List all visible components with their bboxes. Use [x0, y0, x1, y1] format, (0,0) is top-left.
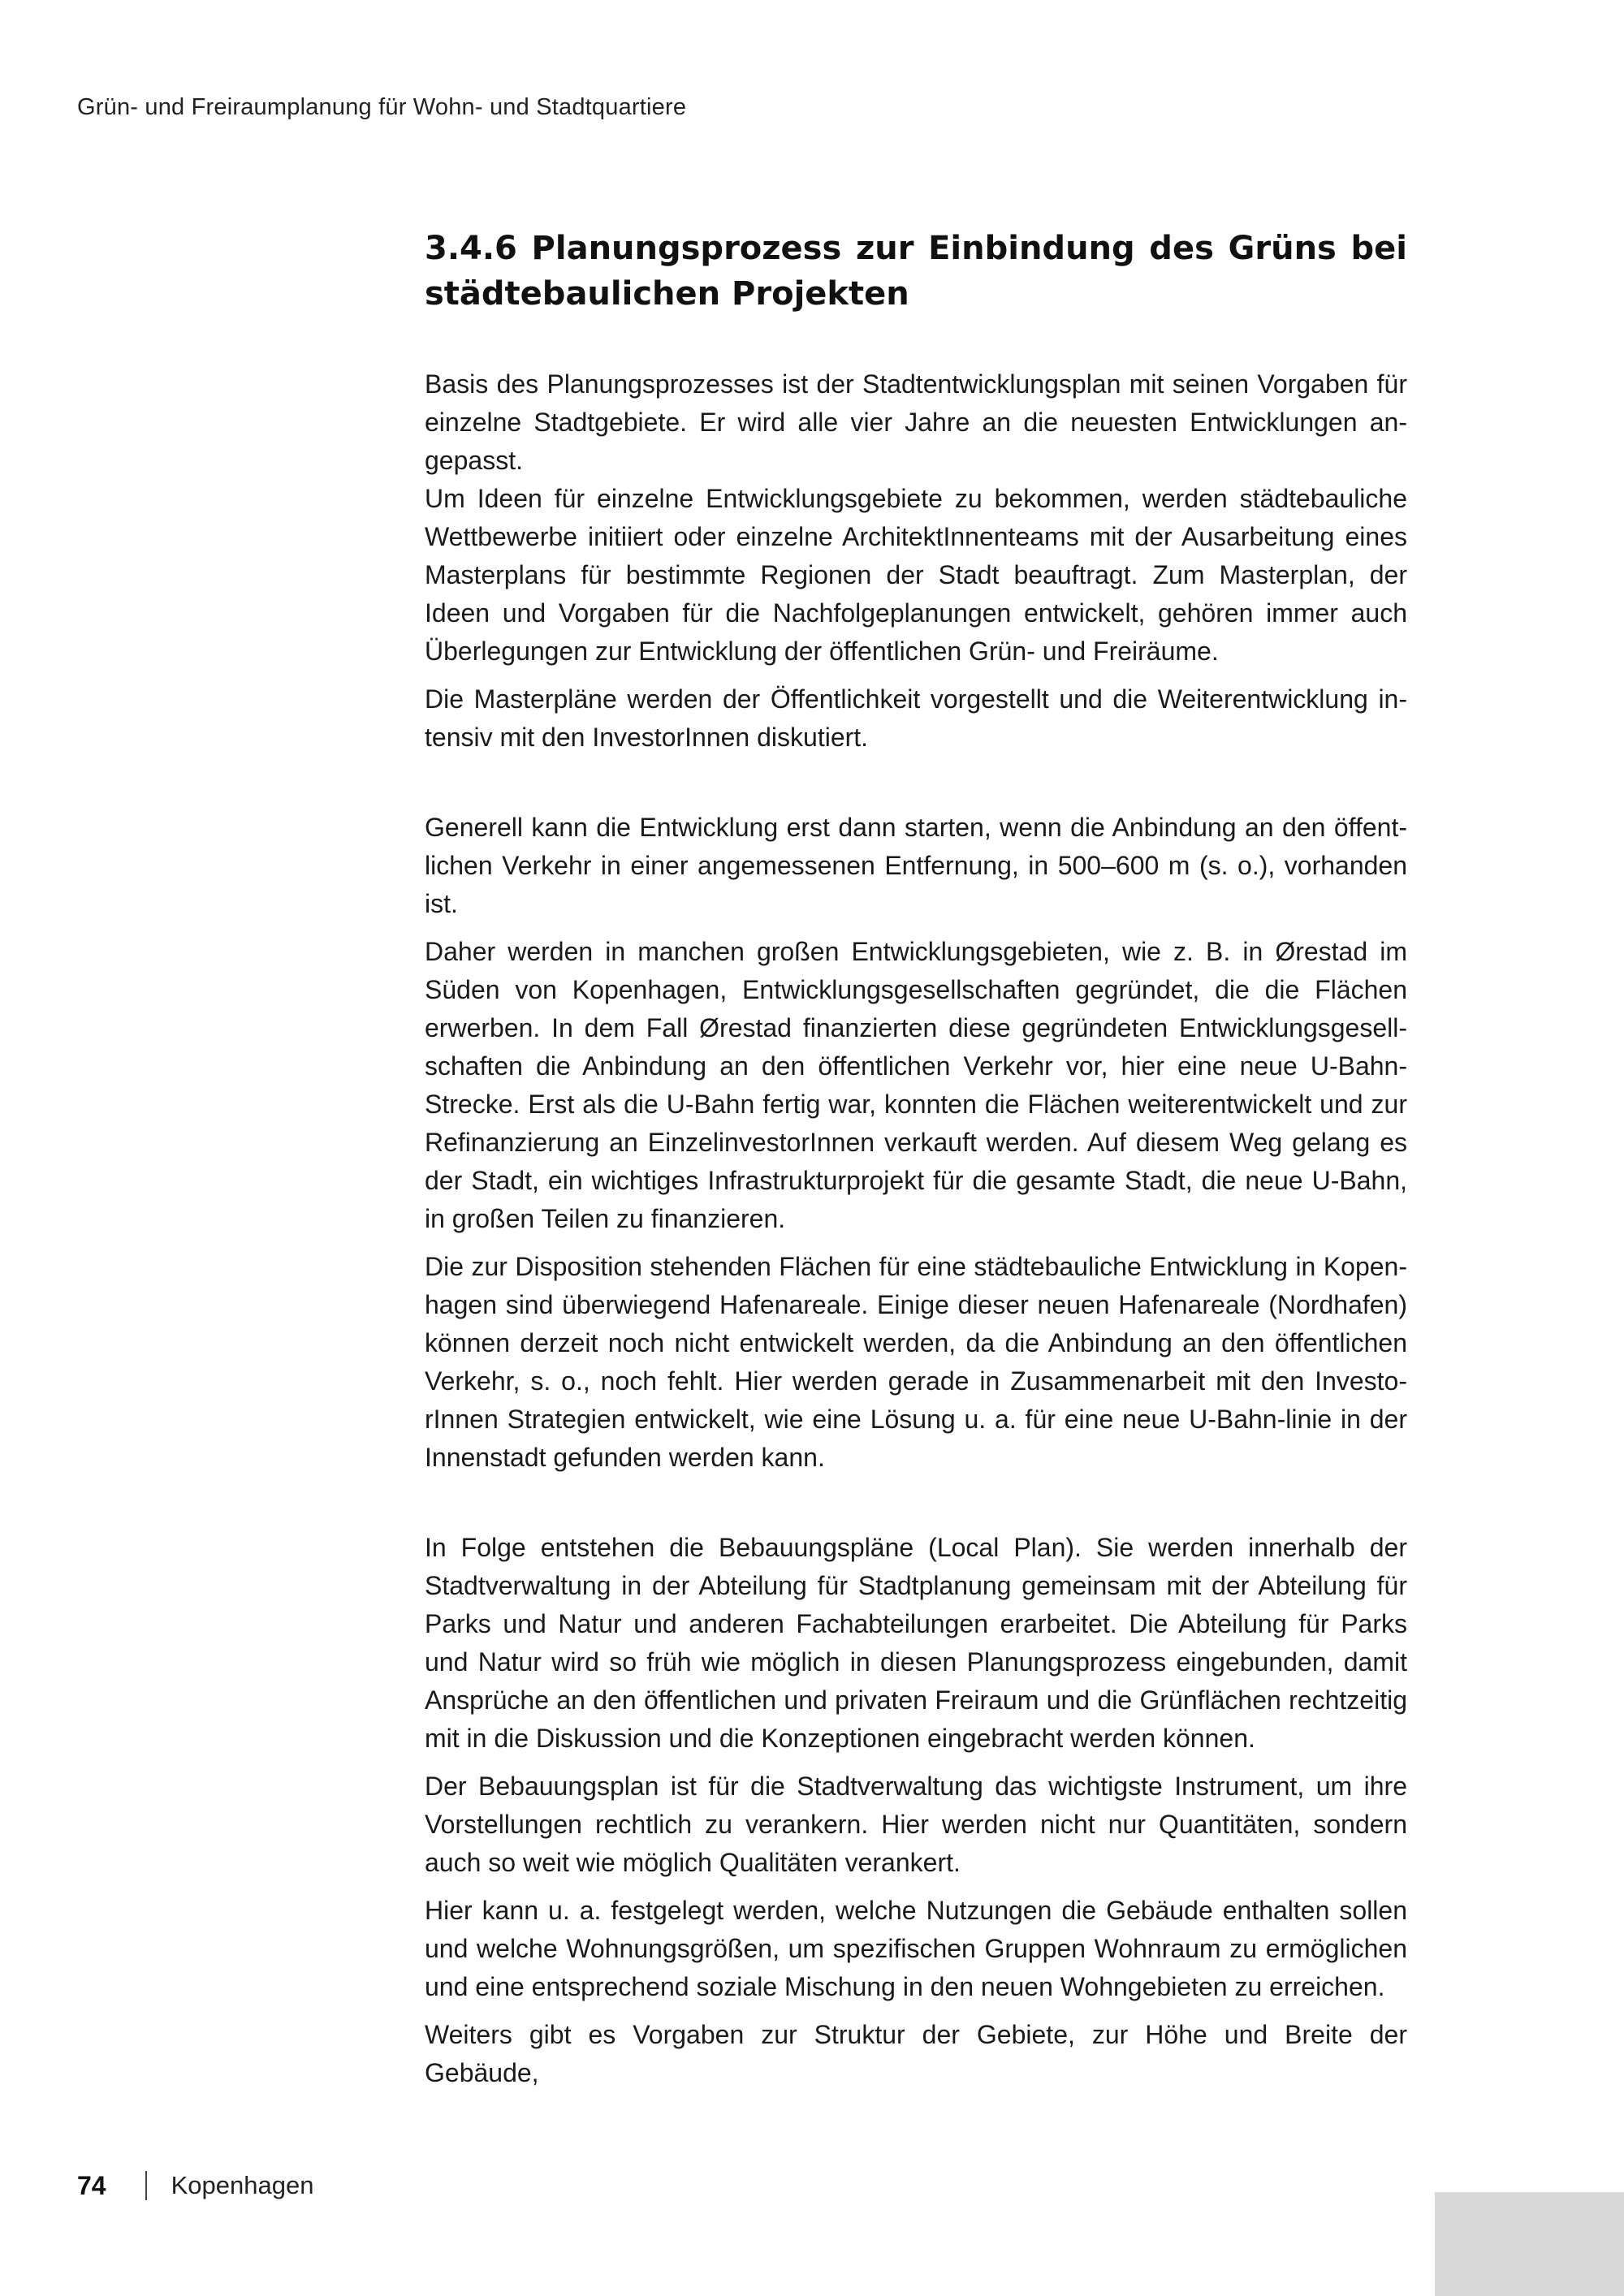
- paragraph: Die zur Disposition stehenden Flächen für eine städtebauliche Entwicklung in Kopenhagen sind überwiegend Hafenareale. Einige dieser neuen Hafenareale (Nordhafen) können derzeit noch nicht entwickelt werden, da die Anbindung an den öffentlichen Verkehr, s. o., noch fehlt. Hier werden gerade in Zusammenarbeit mit den InvestorInnen Strategien entwickelt, wie eine Lösung u. a. für eine neue U-Bahn-linie in der Innenstadt gefunden werden kann.: [425, 1252, 1407, 1472]
- paragraph-group-masterplan: [425, 365, 1407, 757]
- paragraph: Daher werden in manchen großen Entwicklungsgebieten, wie z. B. in Ørestad im Süden von Kopenhagen, Entwicklungsgesellschaften gegründet, die die Flächen erwerben. In dem Fall Ørestad finanzierten diese gegründeten Entwicklungsgesellschaften die Anbindung an den öffentlichen Verkehr vor, hier eine neue U-Bahn-Strecke. Erst als die U-Bahn fertig war, konnten die Flächen weiterentwickelt und zur Refinanzierung an EinzelinvestorInnen verkauft werden. Auf diesem Weg gelang es der Stadt, ein wichtiges Infrastrukturprojekt für die gesamte Stadt, die neue U-Bahn, in großen Teilen zu finanzieren.: [425, 937, 1407, 1233]
- paragraph: Generell kann die Entwicklung erst dann starten, wenn die Anbindung an den öffentlichen Verkehr in einer angemessenen Entfernung, in 500–600 m (s. o.), vorhanden ist.: [425, 813, 1407, 918]
- main-content: [425, 226, 1407, 2144]
- paragraph: Die Masterpläne werden der Öffentlichkeit vorgestellt und die Weiterentwicklung intensiv mit den InvestorInnen diskutiert.: [425, 684, 1407, 752]
- page-footer: [77, 2166, 313, 2205]
- paragraph: Der Bebauungsplan ist für die Stadtverwaltung das wichtigste Instrument, um ihre Vorstellungen rechtlich zu verankern. Hier werden nicht nur Quantitäten, sondern auch so weit wie möglich Qualitäten verankert.: [425, 1772, 1407, 1877]
- paragraph-group-verkehr: [425, 809, 1407, 1477]
- paragraph: Um Ideen für einzelne Entwicklungsgebiete zu bekommen, werden städtebauliche Wettbewerbe initiiert oder einzelne ArchitektInnenteams mit der Ausarbeitung eines Masterplans für bestimmte Regionen der Stadt beauftragt. Zum Masterplan, der Ideen und Vorgaben für die Nachfolgeplanungen entwickelt, gehören immer auch Überlegungen zur Entwicklung der öffentlichen Grün- und Freiräume.: [425, 484, 1407, 666]
- paragraph: Weiters gibt es Vorgaben zur Struktur der Gebiete, zur Höhe und Breite der Gebäude,: [425, 2020, 1407, 2087]
- paragraph-group-bebauungsplan: [425, 1529, 1407, 2092]
- page-number: 74: [77, 2170, 106, 2200]
- chapter-label: Kopenhagen: [171, 2171, 314, 2199]
- running-header: Grün- und Freiraumplanung für Wohn- und Stadtquartiere: [77, 94, 687, 120]
- paragraph: Hier kann u. a. festgelegt werden, welche Nutzungen die Gebäude enthalten sollen und welche Wohnungsgrößen, um spezifischen Gruppen Wohnraum zu ermöglichen und eine entsprechend soziale Mischung in den neuen Wohngebieten zu erreichen.: [425, 1896, 1407, 2001]
- paragraph: Basis des Planungsprozesses ist der Stadtentwicklungsplan mit seinen Vorgaben für einzelne Stadtgebiete. Er wird alle vier Jahre an die neuesten Entwicklungen angepasst.: [425, 369, 1407, 475]
- paragraph: In Folge entstehen die Bebauungspläne (Local Plan). Sie werden innerhalb der Stadtverwaltung in der Abteilung für Stadtplanung gemeinsam mit der Abteilung für Parks und Natur und anderen Fachabteilungen erarbeitet. Die Abteilung für Parks und Natur wird so früh wie möglich in diesen Planungsprozess eingebunden, damit Ansprüche an den öffentlichen und privaten Freiraum und die Grünflächen rechtzeitig mit in die Diskussion und die Konzeptionen eingebracht werden können.: [425, 1533, 1407, 1753]
- section-title: 3.4.6 Planungsprozess zur Einbindung des Grüns bei städtebaulichen Projekten: [425, 230, 1407, 313]
- chapter-tab-marker: [1435, 2192, 1624, 2296]
- footer-divider: [145, 2171, 147, 2200]
